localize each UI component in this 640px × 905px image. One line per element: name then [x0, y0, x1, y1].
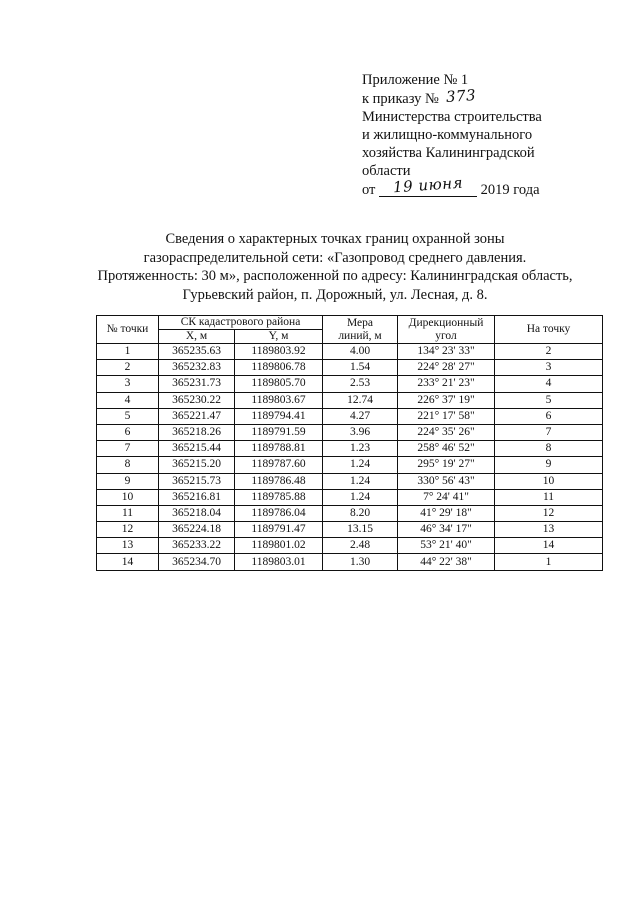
order-line: [362, 85, 602, 108]
cell-angle: 7° 24' 41": [398, 489, 495, 505]
cell-measure: 1.24: [323, 473, 398, 489]
cell-x: 365231.73: [159, 376, 235, 392]
order-number-field: [442, 85, 480, 108]
cell-x: 365234.70: [159, 554, 235, 570]
cell-angle: 44° 22' 38": [398, 554, 495, 570]
cell-angle: 134° 23' 33": [398, 344, 495, 360]
table-row: [97, 408, 603, 424]
cell-point: 6: [97, 424, 159, 440]
date-line: [362, 173, 602, 199]
table-row: [97, 489, 603, 505]
cell-angle: 224° 28' 27": [398, 360, 495, 376]
cell-to-point: 9: [495, 457, 603, 473]
cell-angle: 258° 46' 52": [398, 441, 495, 457]
cell-angle: 224° 35' 26": [398, 424, 495, 440]
cell-to-point: 11: [495, 489, 603, 505]
title-line-3: Протяженность: 30 м», расположенной по адресу: Калининградская область,: [97, 268, 573, 284]
cell-angle: 226° 37' 19": [398, 392, 495, 408]
cell-to-point: 6: [495, 408, 603, 424]
cell-measure: 2.53: [323, 376, 398, 392]
date-suffix: 2019 года: [480, 182, 540, 198]
header-x: X, м: [159, 330, 235, 344]
cell-y: 1189803.67: [235, 392, 323, 408]
cell-x: 365221.47: [159, 408, 235, 424]
cell-measure: 1.54: [323, 360, 398, 376]
cell-y: 1189786.48: [235, 473, 323, 489]
cell-to-point: 8: [495, 441, 603, 457]
cell-point: 3: [97, 376, 159, 392]
cell-angle: 53° 21' 40": [398, 538, 495, 554]
cell-angle: 221° 17' 58": [398, 408, 495, 424]
date-handwritten: 19 июня: [392, 173, 464, 197]
document-title: [40, 230, 630, 304]
cell-point: 1: [97, 344, 159, 360]
cell-measure: 1.30: [323, 554, 398, 570]
table-row: [97, 522, 603, 538]
cell-angle: 330° 56' 43": [398, 473, 495, 489]
cell-measure: 13.15: [323, 522, 398, 538]
table-row: [97, 457, 603, 473]
cell-to-point: 14: [495, 538, 603, 554]
title-line-4: Гурьевский район, п. Дорожный, ул. Лесная, д. 8.: [182, 286, 488, 303]
cell-to-point: 2: [495, 344, 603, 360]
cell-point: 7: [97, 441, 159, 457]
table-row: [97, 554, 603, 570]
cell-x: 365218.04: [159, 505, 235, 521]
cell-to-point: 4: [495, 376, 603, 392]
cell-point: 8: [97, 457, 159, 473]
appendix-block: [362, 71, 602, 199]
cell-y: 1189791.47: [235, 522, 323, 538]
header-angle-line-1: Дирекционный: [408, 316, 484, 329]
cell-x: 365224.18: [159, 522, 235, 538]
cell-y: 1189801.02: [235, 538, 323, 554]
cell-y: 1189788.81: [235, 441, 323, 457]
cell-measure: 12.74: [323, 392, 398, 408]
table-row: [97, 424, 603, 440]
cell-x: 365215.44: [159, 441, 235, 457]
cell-y: 1189806.78: [235, 360, 323, 376]
cell-to-point: 3: [495, 360, 603, 376]
appendix-title: Приложение № 1: [362, 72, 469, 88]
date-prefix: от: [362, 182, 376, 198]
cell-y: 1189791.59: [235, 424, 323, 440]
table-row: [97, 441, 603, 457]
cell-point: 5: [97, 408, 159, 424]
date-field: [379, 173, 477, 197]
cell-to-point: 13: [495, 522, 603, 538]
cell-point: 2: [97, 360, 159, 376]
header-to-point: На точку: [495, 316, 603, 344]
title-line-2: газораспределительной сети: «Газопровод среднего давления.: [143, 249, 527, 266]
cell-y: 1189803.92: [235, 344, 323, 360]
ministry-line-2: и жилищно-коммунального: [362, 127, 533, 143]
cell-measure: 3.96: [323, 424, 398, 440]
cell-y: 1189786.04: [235, 505, 323, 521]
cell-point: 4: [97, 392, 159, 408]
cell-x: 365235.63: [159, 344, 235, 360]
table-row: [97, 538, 603, 554]
cell-measure: 1.24: [323, 457, 398, 473]
order-number-handwritten: 373: [445, 85, 478, 107]
cell-angle: 233° 21' 23": [398, 376, 495, 392]
title-line-1: Сведения о характерных точках границ охранной зоны: [165, 231, 505, 247]
cell-point: 10: [97, 489, 159, 505]
table-row: [97, 344, 603, 360]
table-row: [97, 360, 603, 376]
cell-x: 365216.81: [159, 489, 235, 505]
header-angle-line-2: угол: [435, 329, 457, 342]
header-coordinate-system: СК кадастрового района: [159, 316, 323, 330]
order-prefix: к приказу №: [362, 91, 439, 107]
cell-x: 365230.22: [159, 392, 235, 408]
cell-point: 11: [97, 505, 159, 521]
cell-x: 365215.73: [159, 473, 235, 489]
cell-angle: 46° 34' 17": [398, 522, 495, 538]
cell-to-point: 10: [495, 473, 603, 489]
cell-to-point: 1: [495, 554, 603, 570]
ministry-line-3: хозяйства Калининградской: [362, 145, 535, 161]
cell-x: 365232.83: [159, 360, 235, 376]
cell-to-point: 12: [495, 505, 603, 521]
cell-point: 14: [97, 554, 159, 570]
header-y: Y, м: [235, 330, 323, 344]
cell-x: 365215.20: [159, 457, 235, 473]
cell-point: 9: [97, 473, 159, 489]
cell-y: 1189785.88: [235, 489, 323, 505]
cell-measure: 1.24: [323, 489, 398, 505]
cell-measure: 2.48: [323, 538, 398, 554]
cell-x: 365233.22: [159, 538, 235, 554]
header-measure-line-2: линий, м: [338, 329, 382, 342]
cell-measure: 4.00: [323, 344, 398, 360]
header-measure: [323, 316, 398, 344]
cell-angle: 295° 19' 27": [398, 457, 495, 473]
header-point-number: № точки: [97, 316, 159, 344]
header-measure-line-1: Мера: [346, 316, 374, 329]
cell-measure: 1.23: [323, 441, 398, 457]
header-angle: [398, 316, 495, 344]
cell-measure: 4.27: [323, 408, 398, 424]
table-row: [97, 473, 603, 489]
cell-angle: 41° 29' 18": [398, 505, 495, 521]
ministry-line-4: области: [362, 163, 411, 179]
ministry-line-1: Министерства строительства: [362, 109, 542, 125]
cell-y: 1189794.41: [235, 408, 323, 424]
cell-y: 1189787.60: [235, 457, 323, 473]
table-row: [97, 505, 603, 521]
table-body: [97, 344, 603, 571]
cell-x: 365218.26: [159, 424, 235, 440]
cell-y: 1189803.01: [235, 554, 323, 570]
table-row: [97, 392, 603, 408]
table-row: [97, 376, 603, 392]
cell-measure: 8.20: [323, 505, 398, 521]
cell-point: 13: [97, 538, 159, 554]
points-table: [96, 315, 603, 571]
cell-point: 12: [97, 522, 159, 538]
cell-y: 1189805.70: [235, 376, 323, 392]
cell-to-point: 5: [495, 392, 603, 408]
cell-to-point: 7: [495, 424, 603, 440]
